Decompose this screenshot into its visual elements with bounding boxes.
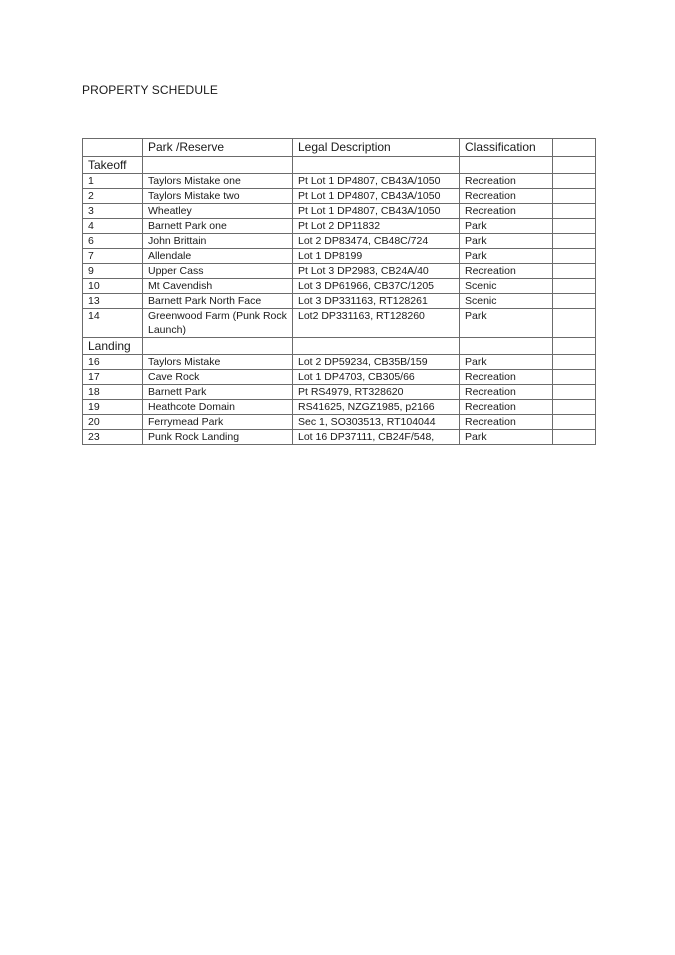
cell-classification: Park [460, 249, 553, 264]
cell-park-reserve: Taylors Mistake [143, 355, 293, 370]
cell-extra [553, 279, 596, 294]
section-empty-cell [293, 157, 460, 174]
cell-legal-description: Lot 2 DP59234, CB35B/159 [293, 355, 460, 370]
header-classification: Classification [460, 139, 553, 157]
cell-classification: Recreation [460, 174, 553, 189]
cell-number: 2 [83, 189, 143, 204]
section-empty-cell [143, 338, 293, 355]
cell-extra [553, 294, 596, 309]
cell-park-reserve: Barnett Park North Face [143, 294, 293, 309]
cell-classification: Scenic [460, 279, 553, 294]
cell-legal-description: Lot 1 DP8199 [293, 249, 460, 264]
header-park-reserve: Park /Reserve [143, 139, 293, 157]
cell-extra [553, 400, 596, 415]
cell-legal-description: Pt Lot 1 DP4807, CB43A/1050 [293, 189, 460, 204]
table-body [83, 139, 596, 445]
table-row [83, 189, 596, 204]
cell-number: 10 [83, 279, 143, 294]
cell-legal-description: Lot 2 DP83474, CB48C/724 [293, 234, 460, 249]
cell-extra [553, 174, 596, 189]
table-row [83, 204, 596, 219]
cell-legal-description: Lot 3 DP331163, RT128261 [293, 294, 460, 309]
cell-park-reserve: Barnett Park one [143, 219, 293, 234]
cell-legal-description: RS41625, NZGZ1985, p2166 [293, 400, 460, 415]
section-empty-cell [460, 157, 553, 174]
cell-extra [553, 249, 596, 264]
cell-park-reserve: John Brittain [143, 234, 293, 249]
section-row [83, 157, 596, 174]
cell-classification: Recreation [460, 264, 553, 279]
cell-number: 18 [83, 385, 143, 400]
cell-number: 7 [83, 249, 143, 264]
cell-extra [553, 415, 596, 430]
header-legal-description: Legal Description [293, 139, 460, 157]
cell-park-reserve: Barnett Park [143, 385, 293, 400]
cell-park-reserve: Wheatley [143, 204, 293, 219]
table-row [83, 264, 596, 279]
cell-number: 6 [83, 234, 143, 249]
table-row [83, 234, 596, 249]
cell-classification: Recreation [460, 204, 553, 219]
cell-number: 20 [83, 415, 143, 430]
cell-extra [553, 234, 596, 249]
cell-park-reserve: Allendale [143, 249, 293, 264]
property-schedule-table [82, 138, 596, 445]
section-empty-cell [553, 157, 596, 174]
cell-classification: Park [460, 355, 553, 370]
table-row [83, 385, 596, 400]
section-label: Landing [83, 338, 143, 355]
cell-extra [553, 430, 596, 445]
cell-legal-description: Lot 16 DP37111, CB24F/548, [293, 430, 460, 445]
cell-classification: Scenic [460, 294, 553, 309]
cell-classification: Recreation [460, 189, 553, 204]
cell-number: 16 [83, 355, 143, 370]
cell-number: 17 [83, 370, 143, 385]
table-row [83, 355, 596, 370]
table-row [83, 370, 596, 385]
cell-extra [553, 309, 596, 338]
table-header-row [83, 139, 596, 157]
table-row [83, 279, 596, 294]
table-row [83, 174, 596, 189]
cell-legal-description: Lot 1 DP4703, CB305/66 [293, 370, 460, 385]
cell-legal-description: Lot2 DP331163, RT128260 [293, 309, 460, 338]
section-row [83, 338, 596, 355]
cell-legal-description: Pt Lot 1 DP4807, CB43A/1050 [293, 204, 460, 219]
header-extra [553, 139, 596, 157]
table-row [83, 415, 596, 430]
cell-park-reserve: Ferrymead Park [143, 415, 293, 430]
cell-number: 9 [83, 264, 143, 279]
cell-park-reserve: Taylors Mistake one [143, 174, 293, 189]
cell-extra [553, 204, 596, 219]
cell-park-reserve: Heathcote Domain [143, 400, 293, 415]
cell-classification: Park [460, 430, 553, 445]
cell-extra [553, 219, 596, 234]
cell-extra [553, 385, 596, 400]
cell-number: 14 [83, 309, 143, 338]
cell-park-reserve: Punk Rock Landing [143, 430, 293, 445]
cell-number: 13 [83, 294, 143, 309]
cell-legal-description: Lot 3 DP61966, CB37C/1205 [293, 279, 460, 294]
header-number [83, 139, 143, 157]
cell-number: 3 [83, 204, 143, 219]
section-empty-cell [553, 338, 596, 355]
cell-legal-description: Pt RS4979, RT328620 [293, 385, 460, 400]
section-label: Takeoff [83, 157, 143, 174]
cell-number: 23 [83, 430, 143, 445]
cell-classification: Park [460, 309, 553, 338]
section-empty-cell [143, 157, 293, 174]
cell-number: 19 [83, 400, 143, 415]
cell-classification: Recreation [460, 385, 553, 400]
cell-classification: Recreation [460, 400, 553, 415]
section-empty-cell [460, 338, 553, 355]
table-row [83, 219, 596, 234]
cell-classification: Park [460, 219, 553, 234]
cell-classification: Park [460, 234, 553, 249]
cell-classification: Recreation [460, 370, 553, 385]
cell-extra [553, 264, 596, 279]
cell-legal-description: Pt Lot 1 DP4807, CB43A/1050 [293, 174, 460, 189]
table-row [83, 249, 596, 264]
cell-park-reserve: Mt Cavendish [143, 279, 293, 294]
cell-classification: Recreation [460, 415, 553, 430]
cell-number: 1 [83, 174, 143, 189]
cell-legal-description: Pt Lot 2 DP11832 [293, 219, 460, 234]
cell-extra [553, 355, 596, 370]
table-row [83, 430, 596, 445]
table-row [83, 400, 596, 415]
cell-extra [553, 189, 596, 204]
cell-legal-description: Pt Lot 3 DP2983, CB24A/40 [293, 264, 460, 279]
cell-park-reserve: Taylors Mistake two [143, 189, 293, 204]
table-row [83, 294, 596, 309]
cell-number: 4 [83, 219, 143, 234]
document-title: PROPERTY SCHEDULE [82, 83, 218, 97]
cell-park-reserve: Upper Cass [143, 264, 293, 279]
cell-park-reserve: Greenwood Farm (Punk Rock Launch) [143, 309, 293, 338]
cell-extra [553, 370, 596, 385]
table-row [83, 309, 596, 338]
cell-legal-description: Sec 1, SO303513, RT104044 [293, 415, 460, 430]
cell-park-reserve: Cave Rock [143, 370, 293, 385]
section-empty-cell [293, 338, 460, 355]
